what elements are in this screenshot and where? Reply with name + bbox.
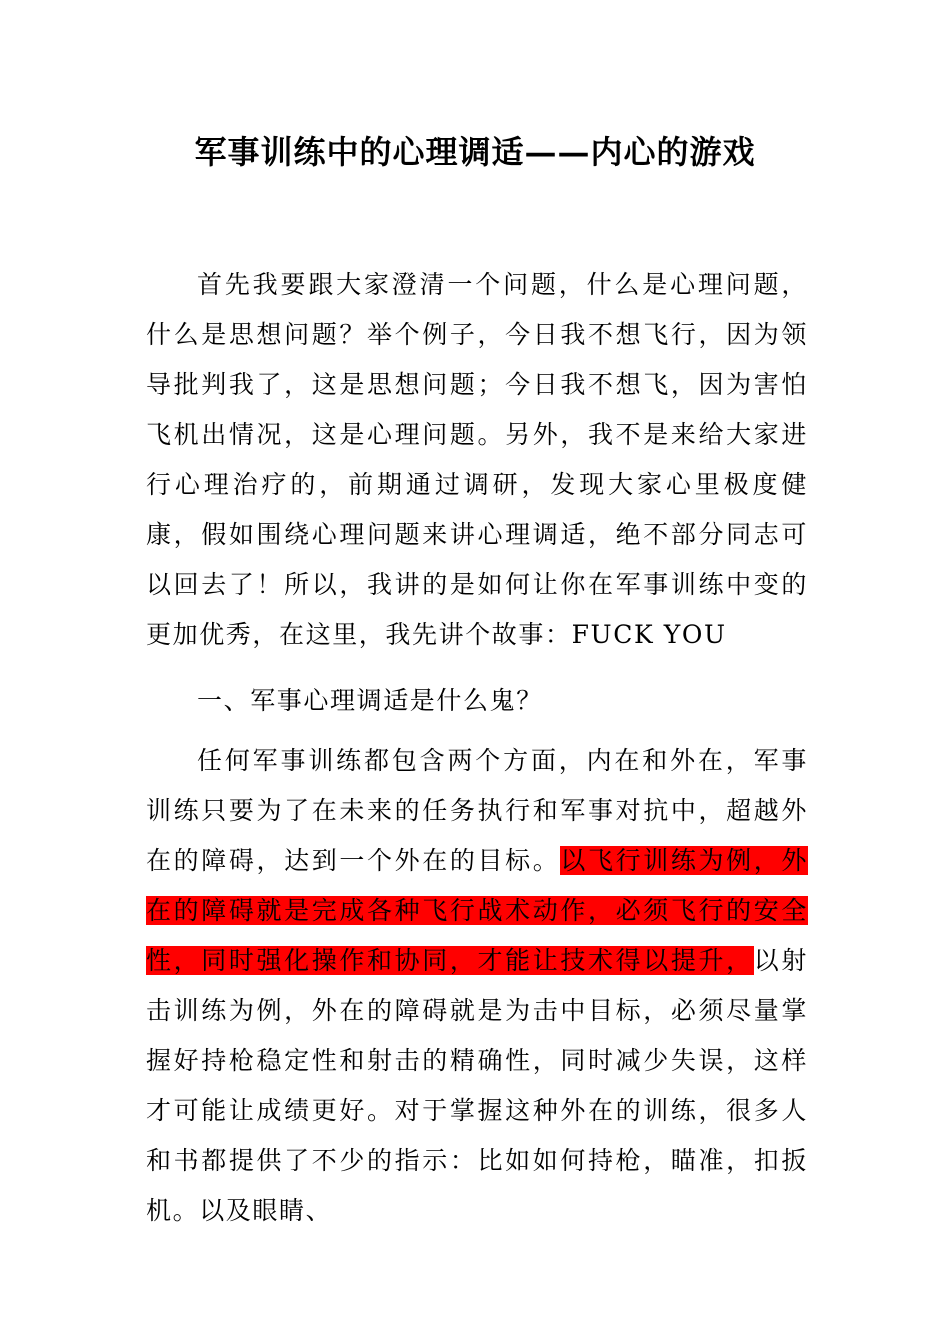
paragraph-training (146, 736, 808, 1236)
section-heading: 一、军事心理调适是什么鬼？ (197, 686, 543, 715)
paragraph-training-text-1: 任何军事训练都包含两个方面，内在和外在，军事训练只要为了在未来的任务执行和军事对抗中，超越外在的障碍，达到一个外在的目标。 (146, 746, 808, 875)
paragraph-intro: 首先我要跟大家澄清一个问题，什么是心理问题，什么是思想问题？举个例子，今日我不想飞行，因为领导批判我了，这是思想问题；今日我不想飞，因为害怕飞机出情况，这是心理问题。另外，我不是来给大家进行心理治疗的，前期通过调研，发现大家心里极度健康，假如围绕心理问题来讲心理调适，绝不部分同志可以回去了！所以，我讲的是如何让你在军事训练中变的更加优秀，在这里，我先讲个故事：FUCK YOU (146, 270, 808, 649)
paragraph-training-text-2: 以射击训练为例，外在的障碍就是为击中目标，必须尽量掌握好持枪稳定性和射击的精确性，同时减少失误，这样才可能让成绩更好。对于掌握这种外在的训练，很多人和书都提供了不少的指示：比如如何持枪，瞄准，扣扳机。以及眼睛、 (146, 946, 809, 1225)
document-title: 军事训练中的心理调适——内心的游戏 (194, 133, 756, 171)
highlighted-text: 以飞行训练为例，外在的障碍就是完成各种飞行战术动作，必须飞行的安全性，同时强化操作和协同，才能让技术得以提升， (146, 846, 808, 975)
